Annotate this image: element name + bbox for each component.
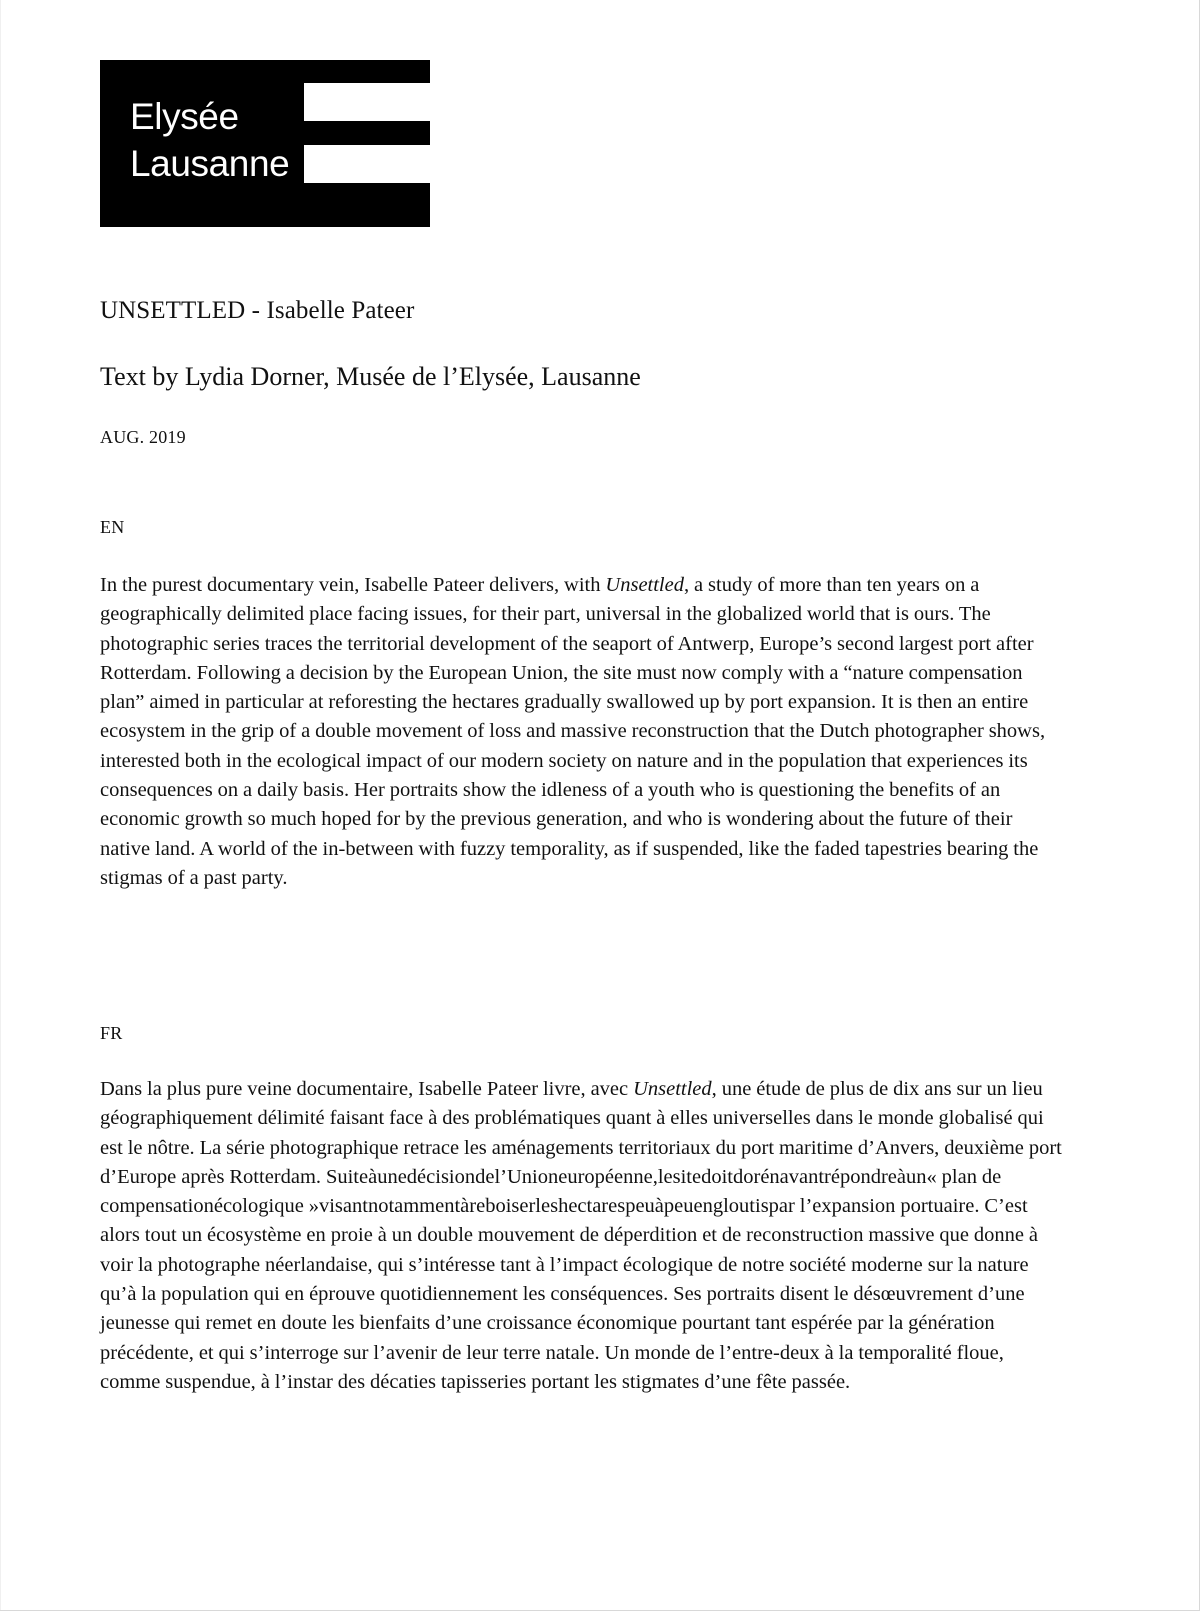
logo-e-notch-lower	[304, 145, 430, 183]
page-subtitle: Text by Lydia Dorner, Musée de l’Elysée, Lausanne	[100, 362, 641, 391]
body-paragraph-en	[100, 571, 1062, 893]
logo-e-notch-upper	[304, 83, 430, 121]
language-label-en: EN	[100, 517, 125, 537]
language-label-fr: FR	[100, 1023, 123, 1043]
page-title: UNSETTLED - Isabelle Pateer	[100, 297, 415, 324]
body-en-lead: In the purest documentary vein, Isabelle Pateer delivers, with	[100, 574, 606, 596]
body-fr-lead: Dans la plus pure veine documentaire, Isabelle Pateer livre, avec	[100, 1078, 634, 1100]
publication-date: AUG. 2019	[100, 427, 186, 447]
logo-wordmark-line-2: Lausanne	[130, 142, 290, 184]
elysee-lausanne-logo	[100, 60, 430, 227]
body-fr-rest: , une étude de plus de dix ans sur un lieu géographiquement délimité faisant face à des problématiques quant à elles universelles dans le monde globalisé qui est le nôtre. La série photographique retrace les aménagements territoriaux du port maritime d’Anvers, deuxième port d’Europe après Rotterdam. Suiteàunedécisiondel’Unioneuropéenne,lesitedoitdorénavantrépondreàun« plan de compensationécologique »visantnotammentàreboiserleshectarespeuàpeuengloutispar l’expansion portuaire. C’est alors tout un écosystème en proie à un double mouvement de déperdition et de reconstruction massive que donne à voir la photographe néerlandaise, qui s’intéresse tant à l’impact écologique de notre société moderne sur la nature qu’à la population qui en éprouve quotidiennement les conséquences. Ses portraits disent le désœuvrement d’une jeunesse qui remet en doute les bienfaits d’une croissance économique pourtant tant espérée par la génération précédente, et qui s’interroge sur l’avenir de leur terre natale. Un monde de l’entre-deux à la temporalité floue, comme suspendue, à l’instar des décaties tapisseries portant les stigmates d’une fête passée.	[100, 1078, 1062, 1393]
work-title-en: Unsettled	[605, 574, 684, 596]
logo-wordmark-line-1: Elysée	[130, 96, 239, 137]
body-paragraph-fr	[100, 1075, 1062, 1397]
body-en-rest: , a study of more than ten years on a geographically delimited place facing issues, for their part, universal in the globalized world that is ours. The photographic series traces the territorial development of the seaport of Antwerp, Europe’s second largest port after Rotterdam. Following a decision by the European Union, the site must now comply with a “nature compensation plan” aimed in particular at reforesting the hectares gradually swallowed up by port expansion. It is then an entire ecosystem in the grip of a double movement of loss and massive reconstruction that the Dutch photographer shows, interested both in the ecological impact of our modern society on nature and in the population that experiences its consequences on a daily basis. Her portraits show the idleness of a youth who is questioning the benefits of an economic growth so much hoped for by the previous generation, and who is wondering about the future of their native land. A world of the in-between with fuzzy temporality, as if suspended, like the faded tapestries bearing the stigmas of a past party.	[100, 574, 1046, 889]
work-title-fr: Unsettled	[633, 1078, 712, 1100]
logo-wordmark	[130, 94, 320, 188]
